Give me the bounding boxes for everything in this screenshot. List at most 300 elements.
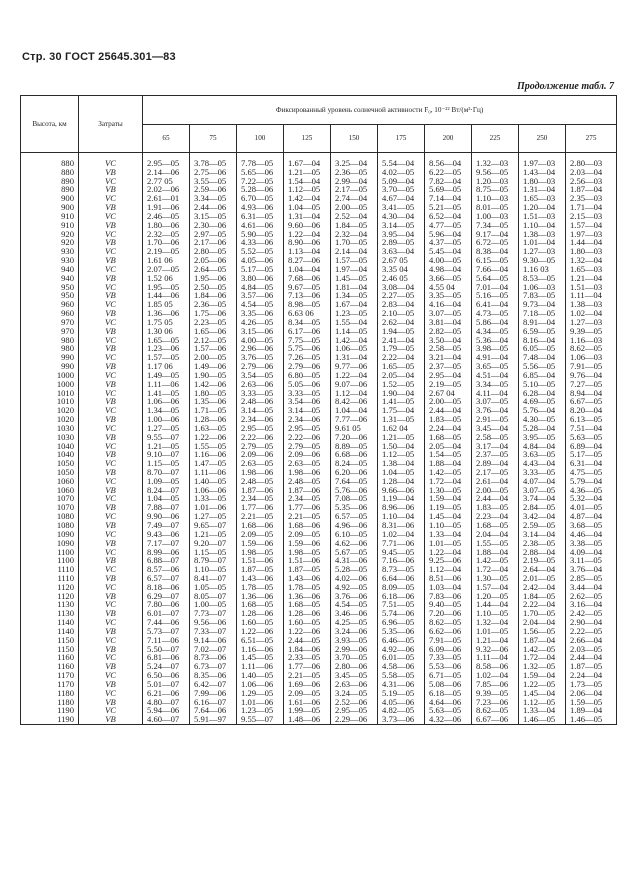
cell-value-225: 2.91—05 — [472, 415, 519, 424]
cell-value-275: 2.42—05 — [566, 609, 617, 618]
cell-height: 1040 — [21, 450, 79, 459]
cell-value-225: 1.72—04 — [472, 565, 519, 574]
cell-value-175: 3.73—06 — [378, 715, 425, 724]
cell-value-225: 1.68—05 — [472, 521, 519, 530]
cell-value-225: 8.62—05 — [472, 706, 519, 715]
cell-value-200: 1.22—04 — [425, 548, 472, 557]
cell-value-125: 2.33—05 — [284, 653, 331, 662]
cell-value-225: 1.21—04 — [472, 636, 519, 645]
cell-value-100: 2.79—06 — [237, 362, 284, 371]
cell-value-125: 3.14—05 — [284, 406, 331, 415]
cell-value-100: 3.80—06 — [237, 274, 284, 283]
table-row — [21, 680, 617, 689]
cell-value-250: 3.42—04 — [519, 512, 566, 521]
cell-costs: VB — [79, 203, 143, 212]
cell-value-275: 4.46—04 — [566, 530, 617, 539]
cell-value-275: 2.80—03 — [566, 153, 617, 168]
cell-value-125: 1.13—04 — [284, 247, 331, 256]
table-row — [21, 371, 617, 380]
cell-value-225: 8.75—05 — [472, 185, 519, 194]
cell-value-75: 1.33—05 — [190, 494, 237, 503]
cell-value-200: 2.95—04 — [425, 371, 472, 380]
cell-value-65: 9.10—07 — [143, 450, 190, 459]
cell-value-150: 4.62—06 — [331, 539, 378, 548]
header-level-175: 175 — [378, 125, 425, 153]
cell-value-125: 2.09—05 — [284, 530, 331, 539]
cell-value-275: 2.85—05 — [566, 574, 617, 583]
cell-value-125: 1.48—06 — [284, 715, 331, 724]
cell-value-150: 5.76—06 — [331, 486, 378, 495]
cell-value-225: 5.36—04 — [472, 335, 519, 344]
cell-costs: VB — [79, 185, 143, 194]
cell-value-65: 6.01—07 — [143, 609, 190, 618]
cell-value-75: 1.63—05 — [190, 424, 237, 433]
table-row — [21, 530, 617, 539]
cell-height: 1090 — [21, 539, 79, 548]
cell-value-75: 1.95—06 — [190, 274, 237, 283]
cell-value-175: 2.05—04 — [378, 371, 425, 380]
cell-value-200: 1.19—05 — [425, 503, 472, 512]
cell-value-125: 6.80—05 — [284, 371, 331, 380]
cell-value-275: 7.27—05 — [566, 380, 617, 389]
cell-value-200: 9.25—06 — [425, 556, 472, 565]
cell-value-250: 6.28—04 — [519, 389, 566, 398]
cell-costs: VB — [79, 433, 143, 442]
table-row — [21, 300, 617, 309]
table-row — [21, 574, 617, 583]
cell-value-250: 4.43—04 — [519, 459, 566, 468]
cell-value-200: 2.67 04 — [425, 389, 472, 398]
cell-value-75: 2.75—06 — [190, 168, 237, 177]
cell-value-250: 3.95—05 — [519, 433, 566, 442]
cell-value-175: 8.09—05 — [378, 583, 425, 592]
table-row — [21, 353, 617, 362]
cell-value-100: 2.09—06 — [237, 450, 284, 459]
cell-value-125: 1.77—06 — [284, 503, 331, 512]
cell-value-65: 1.65—05 — [143, 335, 190, 344]
cell-value-125: 7.13—06 — [284, 291, 331, 300]
cell-value-65: 6.57—07 — [143, 574, 190, 583]
cell-value-175: 4.82—05 — [378, 706, 425, 715]
cell-value-125: 8.98—05 — [284, 300, 331, 309]
cell-value-150: 2.52—04 — [331, 212, 378, 221]
cell-value-75: 1.06—06 — [190, 486, 237, 495]
table-row — [21, 309, 617, 318]
cell-value-125: 1.84—06 — [284, 645, 331, 654]
cell-value-275: 1.02—04 — [566, 309, 617, 318]
cell-value-150: 2.74—04 — [331, 194, 378, 203]
cell-value-175: 1.50—04 — [378, 442, 425, 451]
cell-value-175: 3.35 04 — [378, 265, 425, 274]
cell-costs: VC — [79, 406, 143, 415]
cell-value-175: 1.94—05 — [378, 327, 425, 336]
cell-costs: VB — [79, 221, 143, 230]
table-row — [21, 512, 617, 521]
cell-value-175: 1.10—04 — [378, 512, 425, 521]
cell-height: 1150 — [21, 645, 79, 654]
cell-value-200: 5.45—04 — [425, 247, 472, 256]
cell-value-250: 3.33—05 — [519, 468, 566, 477]
cell-value-225: 9.56—05 — [472, 168, 519, 177]
cell-value-100: 5.28—06 — [237, 185, 284, 194]
cell-value-250: 3.07—05 — [519, 486, 566, 495]
cell-value-125: 3.54—06 — [284, 397, 331, 406]
cell-costs: VC — [79, 353, 143, 362]
header-level-65: 65 — [143, 125, 190, 153]
cell-value-65: 9.43—06 — [143, 530, 190, 539]
cell-value-250: 1.16 03 — [519, 265, 566, 274]
cell-value-175: 1.52—05 — [378, 380, 425, 389]
cell-height: 1150 — [21, 636, 79, 645]
cell-value-75: 1.57—06 — [190, 344, 237, 353]
cell-costs: VC — [79, 247, 143, 256]
cell-value-150: 8.89—05 — [331, 442, 378, 451]
cell-costs: VB — [79, 662, 143, 671]
cell-value-150: 7.64—05 — [331, 477, 378, 486]
cell-value-275: 2.66—04 — [566, 636, 617, 645]
cell-value-250: 4.84—04 — [519, 442, 566, 451]
cell-value-75: 1.10—05 — [190, 565, 237, 574]
cell-value-100: 4.61—06 — [237, 221, 284, 230]
cell-value-275: 1.32—04 — [566, 256, 617, 265]
cell-value-275: 1.65—03 — [566, 265, 617, 274]
cell-value-250: 7.48—04 — [519, 353, 566, 362]
cell-height: 1120 — [21, 583, 79, 592]
cell-value-200: 3.35—05 — [425, 291, 472, 300]
cell-height: 1080 — [21, 512, 79, 521]
cell-value-175: 4.02—05 — [378, 168, 425, 177]
cell-costs: VB — [79, 627, 143, 636]
cell-value-100: 1.51—06 — [237, 556, 284, 565]
cell-value-150: 2.63—06 — [331, 680, 378, 689]
cell-value-75: 2.50—05 — [190, 283, 237, 292]
cell-height: 1190 — [21, 706, 79, 715]
cell-value-75: 8.41—07 — [190, 574, 237, 583]
cell-value-225: 5.86—04 — [472, 318, 519, 327]
cell-value-75: 1.28—06 — [190, 415, 237, 424]
cell-value-275: 8.62—05 — [566, 344, 617, 353]
table-row — [21, 168, 617, 177]
cell-height: 890 — [21, 185, 79, 194]
cell-value-175: 2.46 05 — [378, 274, 425, 283]
cell-value-150: 1.84—05 — [331, 221, 378, 230]
cell-value-275: 5.79—04 — [566, 477, 617, 486]
cell-value-75: 2.05—06 — [190, 256, 237, 265]
table-row — [21, 706, 617, 715]
cell-height: 1030 — [21, 433, 79, 442]
cell-value-275: 1.06—03 — [566, 353, 617, 362]
cell-value-125: 2.95—05 — [284, 424, 331, 433]
table-row — [21, 662, 617, 671]
cell-value-250: 6.85—04 — [519, 371, 566, 380]
cell-value-250: 1.56—05 — [519, 627, 566, 636]
table-row — [21, 556, 617, 565]
cell-value-175: 1.38—04 — [378, 459, 425, 468]
table-row — [21, 636, 617, 645]
table-row — [21, 450, 617, 459]
cell-value-125: 1.54—04 — [284, 177, 331, 186]
cell-value-125: 1.67—04 — [284, 153, 331, 168]
cell-value-75: 1.22—06 — [190, 433, 237, 442]
cell-value-275: 6.13—05 — [566, 415, 617, 424]
cell-value-200: 5.21—05 — [425, 203, 472, 212]
cell-costs: VC — [79, 636, 143, 645]
cell-costs: VC — [79, 494, 143, 503]
cell-value-175: 5.58—05 — [378, 671, 425, 680]
cell-height: 1140 — [21, 627, 79, 636]
cell-value-250: 1.10—04 — [519, 221, 566, 230]
cell-value-100: 5.17—05 — [237, 265, 284, 274]
cell-value-225: 6.41—04 — [472, 300, 519, 309]
cell-height: 930 — [21, 256, 79, 265]
cell-value-125: 1.43—06 — [284, 574, 331, 583]
cell-value-200: 2.19—05 — [425, 380, 472, 389]
cell-value-175: 1.28—04 — [378, 477, 425, 486]
cell-value-125: 6.63 06 — [284, 309, 331, 318]
cell-value-175: 2.41—04 — [378, 335, 425, 344]
cell-value-100: 1.28—06 — [237, 609, 284, 618]
cell-value-200: 4.64—06 — [425, 698, 472, 707]
cell-value-200: 5.53—06 — [425, 662, 472, 671]
cell-value-65: 1.85 05 — [143, 300, 190, 309]
table-continuation-label: Продолжение табл. 7 — [516, 81, 614, 92]
cell-value-125: 3.33—05 — [284, 389, 331, 398]
table-row — [21, 406, 617, 415]
cell-value-225: 9.32—06 — [472, 645, 519, 654]
cell-value-175: 1.62 04 — [378, 424, 425, 433]
cell-height: 1110 — [21, 574, 79, 583]
cell-value-65: 6.88—07 — [143, 556, 190, 565]
cell-value-250: 1.46—05 — [519, 715, 566, 724]
cell-costs: VB — [79, 574, 143, 583]
cell-value-225: 2.23—04 — [472, 512, 519, 521]
header-costs: Затраты — [79, 96, 143, 153]
cell-value-225: 1.10—05 — [472, 609, 519, 618]
cell-value-75: 9.56—06 — [190, 618, 237, 627]
table-row — [21, 203, 617, 212]
table-row — [21, 653, 617, 662]
cell-value-100: 1.11—06 — [237, 662, 284, 671]
cell-value-275: 2.03—05 — [566, 645, 617, 654]
cell-value-250: 1.51—03 — [519, 212, 566, 221]
cell-value-275: 3.16—04 — [566, 600, 617, 609]
cell-value-75: 1.35—06 — [190, 397, 237, 406]
cell-value-175: 1.41—05 — [378, 397, 425, 406]
cell-value-175: 8.96—06 — [378, 503, 425, 512]
cell-value-150: 8.24—05 — [331, 459, 378, 468]
table-row — [21, 397, 617, 406]
cell-value-200: 1.45—04 — [425, 512, 472, 521]
cell-value-200: 1.30—05 — [425, 486, 472, 495]
cell-value-100: 1.01—06 — [237, 698, 284, 707]
cell-value-225: 6.67—06 — [472, 715, 519, 724]
cell-value-200: 7.20—06 — [425, 609, 472, 618]
cell-value-225: 8.01—05 — [472, 203, 519, 212]
table-row — [21, 592, 617, 601]
cell-value-175: 5.35—06 — [378, 627, 425, 636]
cell-value-150: 7.77—06 — [331, 415, 378, 424]
cell-value-100: 1.60—05 — [237, 618, 284, 627]
cell-height: 980 — [21, 335, 79, 344]
table-row — [21, 230, 617, 239]
cell-value-125: 2.21—05 — [284, 512, 331, 521]
cell-costs: VC — [79, 689, 143, 698]
table-row — [21, 494, 617, 503]
cell-value-225: 2.58—05 — [472, 433, 519, 442]
cell-value-250: 7.83—05 — [519, 291, 566, 300]
cell-value-175: 1.19—04 — [378, 494, 425, 503]
cell-value-275: 6.89—04 — [566, 442, 617, 451]
cell-value-65: 7.44—06 — [143, 618, 190, 627]
table-row — [21, 256, 617, 265]
cell-costs: VC — [79, 371, 143, 380]
cell-value-100: 5.65—06 — [237, 168, 284, 177]
cell-value-200: 1.54—05 — [425, 450, 472, 459]
cell-value-225: 4.11—04 — [472, 389, 519, 398]
cell-value-275: 4.36—05 — [566, 486, 617, 495]
cell-value-250: 2.84—05 — [519, 503, 566, 512]
cell-value-65: 1.44—06 — [143, 291, 190, 300]
cell-value-225: 7.85—06 — [472, 680, 519, 689]
cell-value-65: 2.46—05 — [143, 212, 190, 221]
table-row — [21, 521, 617, 530]
cell-costs: VC — [79, 548, 143, 557]
cell-height: 1170 — [21, 680, 79, 689]
cell-value-75: 2.97—05 — [190, 230, 237, 239]
cell-value-275: 3.44—04 — [566, 583, 617, 592]
cell-value-225: 6.15—05 — [472, 256, 519, 265]
cell-value-225: 2.44—04 — [472, 494, 519, 503]
cell-value-65: 1.11—06 — [143, 380, 190, 389]
cell-height: 1120 — [21, 592, 79, 601]
cell-value-250: 1.97—03 — [519, 153, 566, 168]
cell-value-65: 1.15—05 — [143, 459, 190, 468]
cell-value-75: 1.01—06 — [190, 503, 237, 512]
cell-value-225: 1.01—05 — [472, 627, 519, 636]
cell-value-100: 6.70—05 — [237, 194, 284, 203]
cell-value-100: 1.59—06 — [237, 539, 284, 548]
cell-value-200: 9.40—05 — [425, 600, 472, 609]
cell-height: 920 — [21, 238, 79, 247]
cell-costs: VC — [79, 618, 143, 627]
cell-value-175: 1.90—04 — [378, 389, 425, 398]
cell-height: 1180 — [21, 698, 79, 707]
cell-costs: VC — [79, 230, 143, 239]
cell-costs: VC — [79, 459, 143, 468]
cell-height: 900 — [21, 194, 79, 203]
cell-value-275: 1.80—03 — [566, 247, 617, 256]
cell-value-175: 4.30—04 — [378, 212, 425, 221]
cell-value-125: 1.22—04 — [284, 230, 331, 239]
cell-costs: VB — [79, 450, 143, 459]
header-level-200: 200 — [425, 125, 472, 153]
cell-value-75: 2.44—06 — [190, 203, 237, 212]
cell-value-200: 4.55 04 — [425, 283, 472, 292]
cell-value-250: 1.42—05 — [519, 645, 566, 654]
cell-value-125: 1.59—06 — [284, 539, 331, 548]
cell-value-175: 5.19—05 — [378, 689, 425, 698]
cell-height: 970 — [21, 327, 79, 336]
cell-value-200: 6.18—05 — [425, 689, 472, 698]
cell-value-200: 4.16—04 — [425, 300, 472, 309]
cell-value-125: 1.42—04 — [284, 194, 331, 203]
cell-value-175: 1.04—05 — [378, 468, 425, 477]
cell-value-150: 1.67—04 — [331, 300, 378, 309]
cell-value-65: 1.70—06 — [143, 238, 190, 247]
cell-value-65: 2.95—05 — [143, 153, 190, 168]
cell-value-100: 1.98—06 — [237, 468, 284, 477]
table-row — [21, 609, 617, 618]
cell-value-75: 1.71—05 — [190, 406, 237, 415]
cell-value-200: 4.32—06 — [425, 715, 472, 724]
cell-value-65: 1.57—05 — [143, 353, 190, 362]
cell-value-125: 7.75—05 — [284, 335, 331, 344]
cell-value-125: 2.63—05 — [284, 459, 331, 468]
cell-value-100: 2.95—05 — [237, 424, 284, 433]
cell-value-65: 1.30 06 — [143, 327, 190, 336]
cell-value-150: 1.22—04 — [331, 371, 378, 380]
table-row — [21, 153, 617, 168]
cell-value-225: 1.20—03 — [472, 177, 519, 186]
cell-value-175: 2.67 05 — [378, 256, 425, 265]
cell-costs: VB — [79, 291, 143, 300]
cell-value-125: 6.17—06 — [284, 327, 331, 336]
cell-value-250: 2.59—05 — [519, 521, 566, 530]
cell-value-125: 2.09—05 — [284, 689, 331, 698]
table-row — [21, 671, 617, 680]
cell-value-200: 2.37—05 — [425, 362, 472, 371]
cell-value-225: 8.38—04 — [472, 247, 519, 256]
cell-value-200: 6.71—05 — [425, 671, 472, 680]
table-row — [21, 265, 617, 274]
cell-height: 960 — [21, 300, 79, 309]
cell-value-200: 1.59—04 — [425, 494, 472, 503]
cell-costs: VC — [79, 653, 143, 662]
cell-value-250: 1.01—04 — [519, 238, 566, 247]
cell-value-200: 3.81—04 — [425, 318, 472, 327]
cell-value-65: 5.73—07 — [143, 627, 190, 636]
cell-value-65: 2.32—05 — [143, 230, 190, 239]
cell-value-175: 1.79—05 — [378, 344, 425, 353]
cell-height: 930 — [21, 247, 79, 256]
cell-height: 1000 — [21, 380, 79, 389]
cell-value-150: 1.34—05 — [331, 291, 378, 300]
cell-value-65: 7.80—06 — [143, 600, 190, 609]
cell-value-75: 3.78—05 — [190, 153, 237, 168]
cell-height: 1010 — [21, 389, 79, 398]
cell-value-200: 1.68—05 — [425, 433, 472, 442]
cell-value-275: 1.59—05 — [566, 698, 617, 707]
cell-height: 1130 — [21, 600, 79, 609]
cell-value-150: 1.42—04 — [331, 335, 378, 344]
cell-value-250: 5.10—05 — [519, 380, 566, 389]
cell-value-75: 1.55—05 — [190, 442, 237, 451]
cell-value-225: 7.66—04 — [472, 265, 519, 274]
cell-value-200: 8.56—04 — [425, 153, 472, 168]
cell-height: 950 — [21, 283, 79, 292]
cell-value-75: 1.42—06 — [190, 380, 237, 389]
cell-value-150: 3.24—05 — [331, 689, 378, 698]
cell-value-275: 8.94—04 — [566, 389, 617, 398]
cell-value-225: 3.34—05 — [472, 380, 519, 389]
cell-value-225: 6.72—05 — [472, 238, 519, 247]
cell-value-250: 5.28—04 — [519, 424, 566, 433]
cell-height: 1070 — [21, 503, 79, 512]
cell-value-125: 1.87—06 — [284, 486, 331, 495]
cell-value-100: 1.87—05 — [237, 565, 284, 574]
cell-value-125: 1.04—05 — [284, 203, 331, 212]
cell-height: 990 — [21, 362, 79, 371]
